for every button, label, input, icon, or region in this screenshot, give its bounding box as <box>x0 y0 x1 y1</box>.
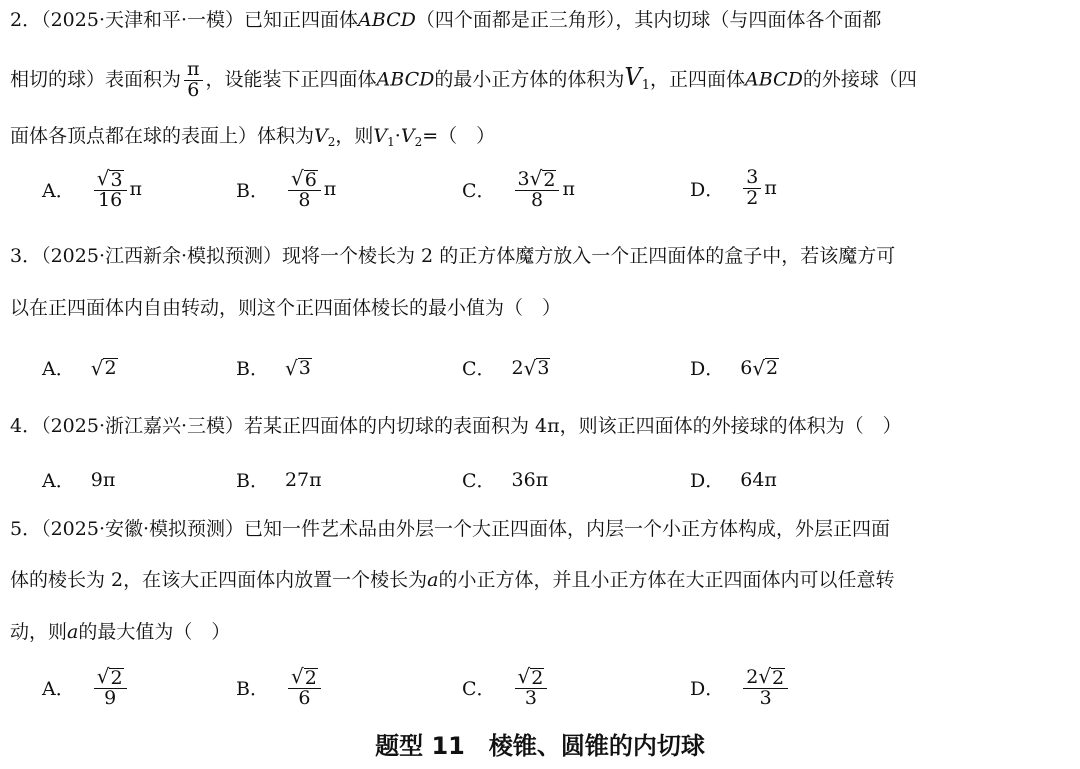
q5-option-b[interactable]: B． √ 2 6 <box>236 666 324 709</box>
abcd-label: ABCD <box>358 9 416 31</box>
q5-option-a[interactable]: A． √ 2 9 <box>42 666 130 709</box>
q5-option-c[interactable]: C． √ 2 3 <box>462 666 550 709</box>
q5-line-3: 动，则a的最大值为（ ） <box>10 621 231 643</box>
q2-line-1: 2．（2025·天津和平·一模）已知正四面体ABCD（四个面都是正三角形），其内切球（与四面体各个面都 <box>10 9 882 31</box>
q5-line-1: 5．（2025·安徽·模拟预测）已知一件艺术品由外层一个大正四面体，内层一个小正方体构成，外层正四面 <box>10 518 891 540</box>
q3-option-d[interactable]: D． 6 √ 2 <box>690 355 779 380</box>
q2-line-2: 相切的球）表面积为 $\frac{\pi}{6}$ ，设能装下正四面体ABCD的最小正方体的体积为$V_1$，正四面体ABCD的外接球（四 <box>10 58 917 101</box>
q4-option-b[interactable]: B． 27π <box>236 468 322 492</box>
q5-option-d[interactable]: D． 2 √ 2 3 <box>690 666 791 709</box>
q3-option-c[interactable]: C． 2 √ 3 <box>462 355 550 380</box>
q4-option-a[interactable]: A． 9π <box>42 468 116 492</box>
q3-line-2: 以在正四面体内自由转动，则这个正四面体棱长的最小值为（ ） <box>10 297 562 319</box>
q2-option-a[interactable]: A． √ 3 16 π <box>42 166 143 211</box>
q3-option-a[interactable]: A． √ 2 <box>42 355 117 380</box>
q2-option-c[interactable]: C． 3 √ 2 8 π <box>462 166 575 211</box>
q3-line-1: 3．（2025·江西新余·模拟预测）现将一个棱长为 2 的正方体魔方放入一个正四面体的盒子中，若该魔方可 <box>10 245 896 267</box>
q3-option-b[interactable]: B． √ 3 <box>236 355 311 380</box>
q4-option-c[interactable]: C． 36π <box>462 468 549 492</box>
q5-line-2: 体的棱长为 2，在该大正四面体内放置一个棱长为a的小正方体，并且小正方体在大正四面体内可以任意转 <box>10 569 895 591</box>
q2-option-b[interactable]: B． √ 6 8 π <box>236 166 337 211</box>
pi-over-6: $\frac{\pi}{6}$ <box>184 60 203 101</box>
q4-option-d[interactable]: D． 64π <box>690 468 777 492</box>
q4-line-1: 4．（2025·浙江嘉兴·三模）若某正四面体的内切球的表面积为 4π，则该正四面体的外接球的体积为（ ） <box>10 415 902 437</box>
q2-option-d[interactable]: D． $\frac{3}{2}$ π <box>690 166 777 209</box>
v1-symbol: $V_1$ <box>624 63 650 94</box>
section-heading: 题型 11 棱锥、圆锥的内切球 <box>375 732 705 760</box>
q2-line-3: 面体各顶点都在球的表面上）体积为$V_2$，则$V_1\cdot V_2=$（ ） <box>10 125 496 149</box>
